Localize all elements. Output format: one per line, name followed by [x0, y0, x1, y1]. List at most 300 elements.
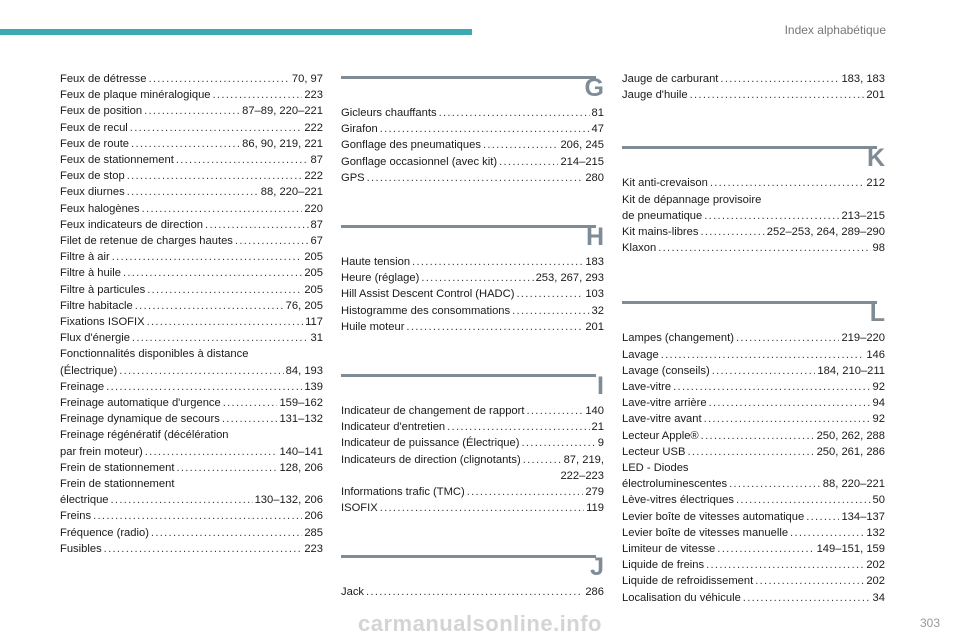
index-entry	[60, 298, 323, 314]
index-entry-pages: 134–137	[841, 510, 885, 523]
index-entry-pages: 280	[585, 171, 604, 184]
dot-leader	[412, 254, 583, 270]
dot-leader	[736, 492, 871, 508]
dot-leader	[658, 240, 870, 256]
dot-leader	[222, 411, 278, 427]
index-entry-term: Liquide de freins	[622, 559, 705, 572]
index-entry	[341, 584, 604, 600]
dot-leader	[700, 224, 764, 240]
index-entry-term: Levier boîte de vitesses manuelle	[622, 526, 789, 539]
dot-leader	[447, 419, 589, 435]
index-entry	[622, 240, 885, 256]
index-entry-term: Feux indicateurs de direction	[60, 218, 204, 231]
index-entry	[60, 87, 323, 103]
index-entry	[60, 444, 323, 460]
index-entry-term: Limiteur de vitesse	[622, 543, 716, 556]
index-entry-term: de pneumatique	[622, 209, 703, 222]
index-entry	[60, 103, 323, 119]
dot-leader	[743, 590, 871, 606]
index-entry-term: Hill Assist Descent Control (HADC)	[341, 288, 515, 301]
section-divider	[341, 76, 596, 79]
index-entry-term: Histogramme des consommations	[341, 304, 511, 317]
index-entry	[622, 476, 885, 492]
dot-leader	[704, 208, 839, 224]
dot-leader	[439, 105, 590, 121]
dot-leader	[142, 201, 303, 217]
index-entry	[341, 254, 604, 270]
index-entry-pages: 206, 245	[560, 139, 604, 152]
index-entry-term: Lave-vitre	[622, 381, 672, 394]
index-entry	[60, 508, 323, 524]
index-entry-term: Freinage	[60, 380, 105, 393]
index-entry-pages: 67	[310, 235, 323, 248]
index-entry-term: Indicateur d'entretien	[341, 421, 446, 434]
index-entry-pages: 130–132, 206	[254, 494, 323, 507]
index-entry	[622, 330, 885, 346]
index-entry-pages: 87–89, 220–221	[242, 105, 323, 118]
index-entry-term: Feux de détresse	[60, 73, 147, 85]
index-entry-term: Gonflage des pneumatiques	[341, 139, 481, 152]
index-entry-pages: 149–151, 159	[816, 543, 885, 556]
index-entry	[60, 395, 323, 411]
dot-leader	[467, 484, 584, 500]
dot-leader	[104, 541, 303, 557]
index-entry	[622, 573, 885, 589]
dot-leader	[701, 428, 815, 444]
index-entry-pages: 213–215	[841, 209, 885, 222]
index-entry	[60, 460, 323, 476]
index-entry-pages: 139	[304, 380, 323, 393]
index-entry-pages: 202	[866, 559, 885, 572]
index-entry-pages-continued: 222–223	[560, 469, 604, 482]
index-entry-pages: 212	[866, 177, 885, 190]
index-entry-term: Lève-vitres électriques	[622, 494, 734, 507]
index-entry	[622, 224, 885, 240]
section-j-continued-entries	[622, 71, 885, 103]
index-column-1	[60, 71, 323, 557]
dot-leader	[736, 330, 840, 346]
dot-leader	[366, 584, 583, 600]
index-entry-term: Filet de retenue de charges hautes	[60, 235, 233, 248]
index-entry-pages: 88, 220–221	[260, 186, 323, 199]
dot-leader	[521, 435, 595, 451]
index-entry	[622, 492, 885, 508]
index-entry	[60, 379, 323, 395]
index-entry-term: ISOFIX	[341, 502, 378, 515]
index-entry-term: électroluminescentes	[622, 478, 728, 491]
index-entry-pages: 31	[310, 332, 323, 345]
index-entry-pages: 184, 210–211	[817, 364, 885, 377]
index-entry-pages: 81	[591, 107, 604, 119]
index-entry-pages: 131–132	[279, 413, 323, 426]
index-entry-term: Indicateur de changement de rapport	[341, 405, 525, 418]
section-divider	[341, 225, 596, 228]
index-entry	[341, 121, 604, 137]
index-entry	[341, 419, 604, 435]
index-entry-pages: 70, 97	[291, 73, 323, 85]
index-entry-pages: 47	[591, 123, 604, 136]
index-entry-term: Lampes (changement)	[622, 332, 734, 345]
dot-leader	[132, 330, 309, 346]
dot-leader	[130, 120, 303, 136]
index-entry-pages: 202	[866, 575, 885, 588]
index-entry-pages: 32	[591, 304, 604, 317]
index-entry	[60, 363, 323, 379]
dot-leader	[806, 509, 839, 525]
index-entry	[60, 492, 323, 508]
section-header-l	[622, 296, 885, 326]
index-entry	[622, 363, 885, 379]
index-entry	[60, 314, 323, 330]
index-entry-pages: 223	[304, 89, 323, 102]
index-entry-term: Freins	[60, 510, 92, 523]
index-entry	[341, 435, 604, 451]
index-entry-term: Jauge d'huile	[622, 89, 688, 102]
dot-leader	[123, 265, 302, 281]
index-entry-pages: 220	[304, 202, 323, 215]
index-entry-term: Liquide de refroidissement	[622, 575, 754, 588]
index-entry-term: (Électrique)	[60, 364, 118, 377]
section-letter: H	[585, 223, 604, 252]
dot-leader	[147, 314, 304, 330]
index-entry-pages: 88, 220–221	[822, 478, 885, 491]
index-entry	[622, 590, 885, 606]
dot-leader	[367, 170, 584, 186]
index-entry-pages: 140	[585, 405, 604, 418]
section-g-entries	[341, 105, 604, 186]
dot-leader	[119, 363, 283, 379]
section-divider	[622, 301, 877, 304]
index-entry-term: Localisation du véhicule	[622, 591, 741, 604]
index-entry	[622, 541, 885, 557]
dot-leader	[717, 541, 814, 557]
section-letter: G	[584, 74, 604, 102]
index-entry	[622, 557, 885, 573]
section-letter: J	[590, 553, 604, 582]
index-entry-pages: 214–215	[560, 155, 604, 168]
section-header-k	[622, 141, 885, 171]
index-entry-pages: 183, 183	[841, 73, 885, 85]
section-divider	[341, 555, 596, 558]
index-entry-term: Filtre à air	[60, 251, 110, 264]
dot-leader	[512, 303, 589, 319]
index-entry-term: Haute tension	[341, 256, 411, 269]
dot-leader	[710, 175, 865, 191]
index-entry-term: Feux diurnes	[60, 186, 125, 199]
dot-leader	[687, 444, 814, 460]
index-entry-pages: 183	[585, 256, 604, 269]
index-entry-term: Jack	[341, 586, 365, 599]
index-entry-pages: 252–253, 264, 289–290	[766, 226, 885, 239]
index-entry	[622, 379, 885, 395]
page-number: 303	[919, 616, 940, 630]
index-entry-term: Fusibles	[60, 542, 102, 555]
index-entry	[622, 509, 885, 525]
index-entry-pages: 119	[586, 502, 604, 515]
dot-leader	[127, 168, 303, 184]
index-entry-term: Feux de stationnement	[60, 154, 174, 167]
index-entry	[622, 208, 885, 224]
index-entry-term: Filtre à huile	[60, 267, 121, 280]
dot-leader	[720, 71, 839, 87]
index-entry-label-line: Fonctionnalités disponibles à distance	[60, 348, 249, 361]
index-entry-term: Feux de route	[60, 137, 130, 150]
dot-leader	[223, 395, 278, 411]
index-entry-pages: 21	[591, 421, 604, 434]
index-entry-pages: 117	[305, 316, 323, 329]
index-entry	[341, 303, 604, 319]
dot-leader	[755, 573, 864, 589]
index-entry-pages: 253, 267, 293	[535, 272, 604, 285]
section-i-entries	[341, 403, 604, 516]
index-entry	[622, 525, 885, 541]
index-entry-pages: 205	[304, 267, 323, 280]
index-entry-term: Feux de position	[60, 105, 143, 118]
section-l-entries	[622, 330, 885, 605]
section-header-j	[341, 550, 604, 580]
index-entry-pages: 159–162	[279, 397, 323, 410]
index-entry	[60, 249, 323, 265]
index-entry-term: Klaxon	[622, 242, 657, 255]
index-entry	[341, 452, 604, 468]
index-entry-pages: 87	[310, 218, 323, 231]
dot-leader	[690, 87, 865, 103]
section-h-entries	[341, 254, 604, 335]
index-entry	[341, 484, 604, 500]
index-entry	[622, 444, 885, 460]
index-entry-term: Freinage dynamique de secours	[60, 413, 220, 426]
dot-leader	[706, 557, 864, 573]
dot-leader	[106, 379, 302, 395]
index-entry-term: Feux halogènes	[60, 202, 140, 215]
index-entry-term: Lavage (conseils)	[622, 364, 710, 377]
index-entry-term: Frein de stationnement	[60, 461, 175, 474]
section-divider	[341, 374, 596, 377]
index-entry-label-line: Frein de stationnement	[60, 478, 175, 491]
index-entry-pages: 222	[304, 170, 323, 183]
dot-leader	[135, 298, 284, 314]
index-entry	[341, 500, 604, 516]
index-entry-pages: 9	[597, 437, 604, 450]
index-entry-term: Flux d'énergie	[60, 332, 130, 345]
index-entry-pages: 94	[872, 397, 885, 410]
index-entry-pages: 206	[304, 510, 323, 523]
index-entry	[341, 270, 604, 286]
index-entry	[60, 184, 323, 200]
index-entry-pages: 140–141	[279, 445, 323, 458]
index-entry-term: Filtre à particules	[60, 283, 146, 296]
header-accent-bar	[0, 29, 472, 35]
dot-leader	[523, 452, 562, 468]
index-entry-pages: 50	[872, 494, 885, 507]
section-j-entries	[341, 584, 604, 600]
dot-leader	[704, 411, 871, 427]
index-entry	[60, 330, 323, 346]
index-entry	[60, 265, 323, 281]
dot-leader	[112, 249, 303, 265]
index-entry-pages: 87	[310, 154, 323, 167]
index-entry-term: Lecteur Apple®	[622, 429, 699, 442]
index-entry	[341, 105, 604, 121]
index-entry-pages: 98	[872, 242, 885, 255]
index-entry-pages: 128, 206	[279, 461, 323, 474]
dot-leader	[147, 282, 302, 298]
index-entry	[60, 217, 323, 233]
section-letter: L	[869, 299, 885, 328]
section-header-h	[341, 220, 604, 250]
dot-leader	[729, 476, 821, 492]
index-entry-pages: 201	[866, 89, 885, 102]
dot-leader	[151, 525, 302, 541]
index-entry	[341, 154, 604, 170]
index-entry	[60, 71, 323, 87]
index-entry-pages: 86, 90, 219, 221	[242, 137, 323, 150]
index-entry	[60, 168, 323, 184]
index-entry	[622, 175, 885, 191]
index-entry-pages: 205	[304, 251, 323, 264]
index-entry	[60, 233, 323, 249]
index-entry	[622, 395, 885, 411]
index-entry	[60, 201, 323, 217]
index-entry-pages: 84, 193	[285, 364, 323, 377]
dot-leader	[93, 508, 302, 524]
index-entry	[622, 411, 885, 427]
index-entry-term: Heure (réglage)	[341, 272, 420, 285]
index-entry-term: Lave-vitre avant	[622, 413, 702, 426]
index-entry-pages: 250, 262, 288	[816, 429, 885, 442]
section-header-g	[341, 71, 604, 101]
index-entry-pages: 92	[872, 381, 885, 394]
dot-leader	[235, 233, 309, 249]
index-entry-term: Filtre habitacle	[60, 299, 133, 312]
index-entry-term: GPS	[341, 171, 365, 184]
dot-leader	[380, 121, 590, 137]
dot-leader	[176, 460, 277, 476]
index-entry-term: Fixations ISOFIX	[60, 316, 145, 329]
index-entry	[60, 282, 323, 298]
dot-leader	[421, 270, 533, 286]
section-letter: K	[866, 144, 885, 173]
index-entry	[341, 170, 604, 186]
index-entry	[60, 411, 323, 427]
index-entry-pages: 279	[585, 486, 604, 499]
index-entry-term: Indicateur de puissance (Électrique)	[341, 437, 520, 450]
section-k-entries	[622, 175, 885, 256]
index-entry-term: Indicateurs de direction (clignotants)	[341, 453, 521, 466]
watermark: carmanualsonline.info	[358, 611, 602, 636]
index-entry	[622, 71, 885, 87]
index-entry-pages: 87, 219,	[563, 453, 604, 466]
dot-leader	[111, 492, 253, 508]
dot-leader	[673, 379, 870, 395]
index-entry-term: Girafon	[341, 123, 378, 136]
index-entry-pages: 223	[304, 542, 323, 555]
index-entry-label-line: Freinage régénératif (décélération	[60, 429, 229, 442]
index-entry	[60, 120, 323, 136]
dot-leader	[213, 87, 303, 103]
index-entry-label-line: LED - Diodes	[622, 462, 689, 475]
dot-leader	[661, 347, 865, 363]
section-header-i	[341, 369, 604, 399]
index-entry	[60, 152, 323, 168]
dot-leader	[483, 137, 558, 153]
index-entry-pages: 103	[585, 288, 604, 301]
dot-leader	[176, 152, 309, 168]
dot-leader	[526, 403, 583, 419]
index-entry-pages: 76, 205	[285, 299, 323, 312]
index-entry-pages: 132	[866, 526, 885, 539]
index-entry-pages: 286	[585, 586, 604, 599]
index-entry-term: électrique	[60, 494, 109, 507]
index-entry-term: Lecteur USB	[622, 445, 686, 458]
dot-leader	[131, 136, 240, 152]
index-entry	[60, 525, 323, 541]
index-entry-term: Gicleurs chauffants	[341, 107, 437, 119]
index-entry-pages: 250, 261, 286	[816, 445, 885, 458]
dot-leader	[205, 217, 309, 233]
index-entry-pages: 222	[304, 121, 323, 134]
index-entry-term: Freinage automatique d'urgence	[60, 397, 221, 410]
index-entry-pages: 201	[585, 320, 604, 333]
index-entry-pages: 92	[872, 413, 885, 426]
section-divider	[622, 146, 877, 149]
dot-leader	[499, 154, 558, 170]
index-entry-pages: 285	[304, 526, 323, 539]
index-entry-term: Lavage	[622, 348, 659, 361]
index-entry-pages: 146	[866, 348, 885, 361]
dot-leader	[516, 286, 583, 302]
index-entry-term: Levier boîte de vitesses automatique	[622, 510, 805, 523]
dot-leader	[380, 500, 584, 516]
dot-leader	[790, 525, 864, 541]
index-entry-term: Huile moteur	[341, 320, 405, 333]
dot-leader	[127, 184, 259, 200]
index-entry-term: Lave-vitre arrière	[622, 397, 707, 410]
index-entry	[622, 428, 885, 444]
index-entry	[341, 286, 604, 302]
index-entry-term: Kit anti-crevaison	[622, 177, 708, 190]
index-entry	[622, 87, 885, 103]
index-entry-term: Gonflage occasionnel (avec kit)	[341, 155, 498, 168]
index-column-2	[341, 71, 604, 601]
dot-leader	[145, 444, 278, 460]
dot-leader	[406, 319, 583, 335]
dot-leader	[148, 71, 289, 87]
index-entry-pages: 205	[304, 283, 323, 296]
index-entry	[341, 319, 604, 335]
section-letter: I	[597, 372, 604, 401]
index-entry-term: Fréquence (radio)	[60, 526, 149, 539]
index-entry	[60, 541, 323, 557]
index-entry-term: Feux de plaque minéralogique	[60, 89, 211, 102]
index-entry-pages: 34	[872, 591, 885, 604]
index-entry	[341, 403, 604, 419]
page-header-title: Index alphabétique	[784, 23, 886, 37]
index-entry-term: Jauge de carburant	[622, 73, 719, 85]
index-entry	[622, 347, 885, 363]
index-entry-term: Feux de stop	[60, 170, 125, 183]
index-entry-term: Feux de recul	[60, 121, 128, 134]
dot-leader	[712, 363, 816, 379]
index-column-3	[622, 71, 885, 606]
index-entry	[341, 137, 604, 153]
index-entry-term: Informations trafic (TMC)	[341, 486, 465, 499]
index-entry-pages: 219–220	[841, 332, 885, 345]
index-entry-term: par frein moteur)	[60, 445, 143, 458]
dot-leader	[709, 395, 871, 411]
index-entry-term: Kit mains-libres	[622, 226, 699, 239]
dot-leader	[144, 103, 240, 119]
